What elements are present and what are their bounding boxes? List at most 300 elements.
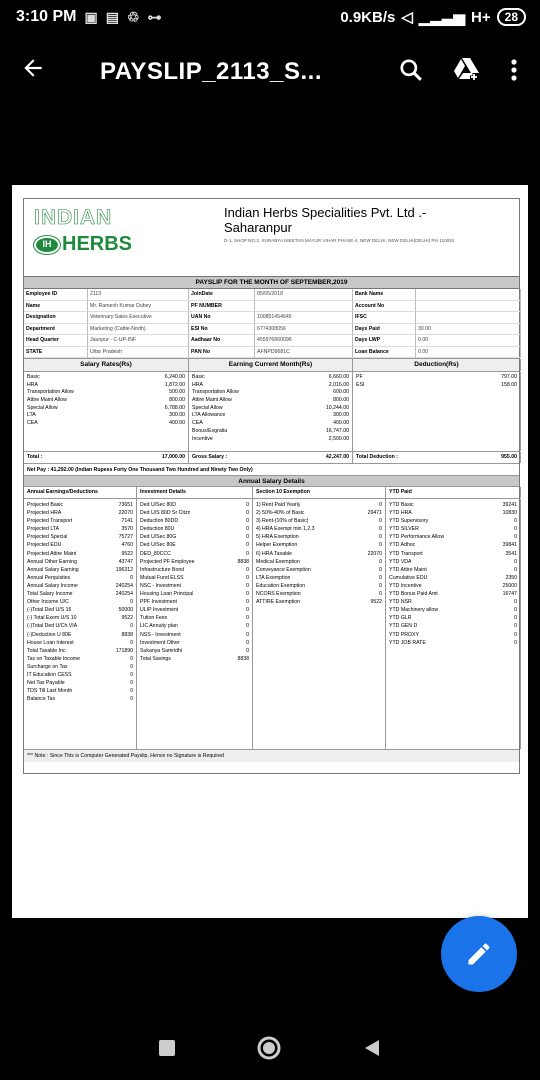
list-row xyxy=(256,509,382,517)
info-label: Name xyxy=(24,301,88,313)
info-value: 455976860096 xyxy=(255,335,353,347)
row-label: Projected EDU xyxy=(27,542,62,549)
totals-row xyxy=(24,452,519,464)
list-row xyxy=(27,631,133,639)
row-label: Projected LTA xyxy=(27,526,60,533)
row-label: Helper Exemption xyxy=(256,542,298,549)
row-label: Annual Salary Earning xyxy=(27,566,79,573)
row-label: Total Taxable Inc xyxy=(27,647,66,654)
row-value: 797.00 xyxy=(501,374,517,380)
exemptions-list xyxy=(253,499,386,749)
info-label: Loan Balance xyxy=(353,347,416,359)
list-row xyxy=(256,574,382,582)
row-label: YTD Machinery allow xyxy=(389,607,439,614)
list-row xyxy=(27,695,133,703)
battery-icon xyxy=(497,8,526,26)
company-info xyxy=(224,205,484,244)
row-value: 0 xyxy=(379,566,382,573)
list-row xyxy=(256,533,382,541)
row-value: 22070 xyxy=(367,550,382,557)
list-row xyxy=(256,566,382,574)
list-row xyxy=(140,614,249,622)
row-label: 3) Rent-(10% of Basic) xyxy=(256,518,309,525)
row-label: HRA xyxy=(27,381,38,388)
list-row xyxy=(192,389,349,397)
list-row xyxy=(27,412,185,420)
row-value: 6,240.00 xyxy=(164,374,185,380)
list-row xyxy=(389,639,517,647)
list-row xyxy=(389,590,517,598)
row-value: 0 xyxy=(246,502,249,508)
row-label: Transportation Allow xyxy=(192,389,239,396)
document-title: PAYSLIP_2113_S... xyxy=(100,58,322,85)
row-label: ESI xyxy=(356,381,365,388)
info-label: Days LWP xyxy=(353,335,416,347)
info-label: UAN No xyxy=(189,312,255,324)
list-row xyxy=(27,558,133,566)
list-row xyxy=(27,550,133,558)
row-label: Total Savings xyxy=(140,655,171,662)
row-label: DED_80CCC xyxy=(140,550,171,557)
row-value: 0 xyxy=(246,615,249,622)
list-row xyxy=(389,541,517,549)
row-value: 0 xyxy=(130,623,133,630)
row-value: 0 xyxy=(246,550,249,557)
row-value: 240254 xyxy=(115,591,133,598)
row-value: 0 xyxy=(379,591,382,598)
info-value: AFNPD9681C xyxy=(255,347,353,359)
gross-value: 42,247.00 xyxy=(325,454,349,460)
network-type: H+ xyxy=(471,8,491,26)
row-value: 0 xyxy=(379,542,382,549)
list-row xyxy=(356,374,517,382)
list-row xyxy=(256,541,382,549)
row-label: CEA xyxy=(192,420,203,427)
row-value: 3570 xyxy=(121,526,133,533)
investments-list xyxy=(137,499,253,749)
row-value: 0 xyxy=(246,566,249,573)
list-row xyxy=(140,517,249,525)
info-label: Department xyxy=(24,324,88,336)
info-label: Aadhaar No xyxy=(189,335,255,347)
info-label: Account No xyxy=(353,301,416,313)
list-row xyxy=(389,501,517,509)
row-label: TDS Till Last Month xyxy=(27,688,73,695)
row-value: 0 xyxy=(514,534,517,541)
row-label: Basic xyxy=(27,374,40,380)
row-label: Annual Salary Income xyxy=(27,582,78,589)
list-row xyxy=(140,509,249,517)
list-row xyxy=(192,420,349,428)
edit-fab[interactable] xyxy=(441,916,517,992)
row-label: (-)Total Ded U/S 16 xyxy=(27,607,72,614)
row-value: 0 xyxy=(514,607,517,614)
list-row xyxy=(389,550,517,558)
list-row xyxy=(27,566,133,574)
list-row xyxy=(256,525,382,533)
gross-label: Gross Salary : xyxy=(192,454,228,460)
row-label: YTD HRA xyxy=(389,510,412,517)
row-value: 171890 xyxy=(115,647,133,654)
row-label: LTA Exemption xyxy=(256,574,291,581)
row-label: Ded U/Sec 80E xyxy=(140,542,176,549)
row-label: Surcharge on Tax xyxy=(27,663,68,670)
list-row xyxy=(140,533,249,541)
row-label: Investment Other xyxy=(140,639,180,646)
list-row xyxy=(27,382,185,390)
list-row xyxy=(27,598,133,606)
list-row xyxy=(27,655,133,663)
row-value: 0 xyxy=(246,518,249,525)
info-value: 0.00 xyxy=(416,347,521,359)
row-value: 0 xyxy=(246,607,249,614)
row-label: NSC - Investment xyxy=(140,582,181,589)
list-row xyxy=(27,509,133,517)
list-row xyxy=(27,639,133,647)
row-label: Special Allow xyxy=(27,404,58,411)
row-label: YTD Incentive xyxy=(389,582,422,589)
row-label: YTD Performance Allow xyxy=(389,534,445,541)
list-row xyxy=(389,598,517,606)
app-bar xyxy=(0,40,540,104)
row-label: House Loan Interest xyxy=(27,639,74,646)
row-value: 0 xyxy=(514,558,517,565)
list-row xyxy=(140,598,249,606)
info-label: Bank Name xyxy=(353,289,416,301)
row-label: LTA Allowance xyxy=(192,412,226,419)
earnings-list xyxy=(189,372,353,451)
row-value: 0 xyxy=(514,599,517,606)
row-value: 0 xyxy=(246,591,249,598)
signal-icon: ▁▂▃▅ xyxy=(418,9,466,26)
list-row xyxy=(27,541,133,549)
list-row xyxy=(27,374,185,382)
list-row xyxy=(27,501,133,509)
list-row xyxy=(140,639,249,647)
row-label: Total Salary Income xyxy=(27,591,73,598)
info-value: Veterinary Sales Executive xyxy=(88,312,189,324)
row-value: 0 xyxy=(246,526,249,533)
info-value xyxy=(416,301,521,313)
ytd-header: YTD Paid xyxy=(386,487,521,498)
list-row xyxy=(356,382,517,390)
company-name: Indian Herbs Specialities Pvt. Ltd .- Saharanpur xyxy=(224,205,427,235)
row-value: 29471 xyxy=(367,510,382,517)
row-value: 0 xyxy=(130,680,133,687)
list-row xyxy=(27,590,133,598)
list-row xyxy=(27,663,133,671)
row-label: YTD VDA xyxy=(389,558,412,565)
row-label: NCORS Exemption xyxy=(256,591,301,598)
annual-earnings-header: Annual Earnings/Deductions xyxy=(24,487,137,498)
recents-square-icon[interactable] xyxy=(158,1039,176,1062)
info-label: IFSC xyxy=(353,312,416,324)
list-row xyxy=(140,622,249,630)
app-notification-icon: ▣ xyxy=(84,8,98,25)
row-value: 43747 xyxy=(118,558,133,565)
row-value: 0 xyxy=(130,639,133,646)
info-value: Uttar Pradesh xyxy=(88,347,189,359)
row-value: 8838 xyxy=(237,558,249,565)
row-label: Incentive xyxy=(192,435,213,442)
row-value: 196312 xyxy=(115,566,133,573)
row-label: Balance Tax xyxy=(27,696,56,703)
list-row xyxy=(27,397,185,405)
list-row xyxy=(140,647,249,655)
list-row xyxy=(389,631,517,639)
payslip-title: PAYSLIP FOR THE MONTH OF SEPTEMBER,2019 xyxy=(24,277,519,289)
info-value: 6774308056 xyxy=(255,324,353,336)
info-label: PF NUMBER xyxy=(189,301,255,313)
info-value: 100851454645 xyxy=(255,312,353,324)
row-value: 0 xyxy=(130,663,133,670)
row-value: 22070 xyxy=(118,510,133,517)
deductions-list xyxy=(353,372,521,451)
row-value: 0 xyxy=(246,510,249,517)
row-label: Special Allow xyxy=(192,404,223,411)
info-label: Days Paid xyxy=(353,324,416,336)
row-value: 800.00 xyxy=(169,397,185,404)
row-value: 300.00 xyxy=(333,412,349,419)
row-value: 50000 xyxy=(118,607,133,614)
row-label: YTD Supervisory xyxy=(389,518,429,525)
row-value: 75727 xyxy=(118,534,133,541)
row-label: YTD Basic xyxy=(389,502,414,508)
list-row xyxy=(27,517,133,525)
row-value: 9522 xyxy=(121,550,133,557)
row-value: 600.00 xyxy=(333,389,349,396)
row-label: LIC Annuity plan xyxy=(140,623,178,630)
list-row xyxy=(389,606,517,614)
row-label: ATTIRE Exemption xyxy=(256,599,301,606)
list-row xyxy=(27,671,133,679)
list-row xyxy=(27,622,133,630)
row-value: 300.00 xyxy=(169,412,185,419)
row-label: Sukanya Samridhi xyxy=(140,647,183,654)
row-label: YTD Bonus Paid Amt xyxy=(389,591,438,598)
list-row xyxy=(192,397,349,405)
row-value: 0 xyxy=(514,615,517,622)
status-bar xyxy=(0,0,540,34)
sync-icon: ♲ xyxy=(126,8,140,25)
row-label: Infrastructure Bond xyxy=(140,566,185,573)
row-value: 158.00 xyxy=(501,381,517,388)
calendar-notification-icon: ▤ xyxy=(105,8,119,25)
annual-details xyxy=(24,499,519,750)
row-value: 0 xyxy=(514,526,517,533)
row-label: HRA xyxy=(192,381,203,388)
row-value: 6,660.00 xyxy=(328,374,349,380)
info-value: 05/05/2018 xyxy=(255,289,353,301)
row-label: YTD JOB RATE xyxy=(389,639,426,646)
row-value: 2,500.00 xyxy=(328,435,349,442)
row-label: 4) HRA Exempt min 1,2,3 xyxy=(256,526,315,533)
row-label: Net Tax Payable xyxy=(27,680,65,687)
info-label: STATE xyxy=(24,347,88,359)
back-triangle-icon[interactable] xyxy=(362,1038,382,1063)
row-label: Projected PF Employee xyxy=(140,558,195,565)
row-label: Ded U/Sec 80D xyxy=(140,502,177,508)
info-value: Mr. Ramesh Kumar Dubey xyxy=(88,301,189,313)
row-value: 0 xyxy=(514,631,517,638)
row-label: Basic xyxy=(192,374,205,380)
row-value: 0 xyxy=(379,534,382,541)
row-value: 9522 xyxy=(370,599,382,606)
row-label: YTD SILVER xyxy=(389,526,419,533)
row-label: NSS - Investment xyxy=(140,631,181,638)
row-label: Projected Basic xyxy=(27,502,64,508)
row-value: 0 xyxy=(246,623,249,630)
annual-headers xyxy=(24,487,519,499)
row-value: 2350 xyxy=(505,574,517,581)
list-row xyxy=(27,687,133,695)
total-deduction-label: Total Deduction : xyxy=(356,454,398,460)
row-label: Tax on Taxable Income xyxy=(27,655,80,662)
list-row xyxy=(27,582,133,590)
row-label: Housing Loan Principal xyxy=(140,591,194,598)
location-icon: ◁ xyxy=(401,9,413,26)
list-row xyxy=(389,533,517,541)
list-row xyxy=(27,405,185,413)
row-value: 39841 xyxy=(502,542,517,549)
info-value xyxy=(416,312,521,324)
row-label: YTD Attire Maint xyxy=(389,566,427,573)
row-label: Mutual Fund ELSS xyxy=(140,574,184,581)
row-value: 16747 xyxy=(502,591,517,598)
info-label: PAN No xyxy=(189,347,255,359)
row-value: 25000 xyxy=(502,582,517,589)
row-value: 4760 xyxy=(121,542,133,549)
info-value: Marketing (Cattle-North) xyxy=(88,324,189,336)
list-row xyxy=(192,405,349,413)
row-value: 0 xyxy=(246,574,249,581)
list-row xyxy=(140,631,249,639)
info-label: ESI No xyxy=(189,324,255,336)
row-value: 0 xyxy=(514,623,517,630)
deduction-header: Deduction(Rs) xyxy=(353,359,521,371)
row-value: 0 xyxy=(130,688,133,695)
list-row xyxy=(256,517,382,525)
row-value: 7141 xyxy=(121,518,133,525)
list-row xyxy=(256,582,382,590)
list-row xyxy=(389,622,517,630)
search-icon[interactable] xyxy=(398,57,424,88)
row-label: Conveyance Exemption xyxy=(256,566,311,573)
row-value: 0 xyxy=(246,582,249,589)
list-row xyxy=(192,374,349,382)
earning-header: Earning Current Month(Rs) xyxy=(189,359,353,371)
annual-earnings-list xyxy=(24,499,137,749)
row-label: 5) HRA Exemption xyxy=(256,534,299,541)
add-to-drive-icon[interactable] xyxy=(452,56,482,89)
row-label: Annual Perquisites xyxy=(27,574,71,581)
info-value: 2113 xyxy=(88,289,189,301)
row-value: 10,244.00 xyxy=(325,404,349,411)
row-label: (-)Total Ded U/Ch VIA xyxy=(27,623,78,630)
list-row xyxy=(140,590,249,598)
row-value: 0 xyxy=(246,534,249,541)
row-value: 0 xyxy=(130,671,133,678)
row-value: 500.00 xyxy=(169,389,185,396)
system-nav-bar xyxy=(0,1020,540,1080)
status-time: 3:10 PM xyxy=(16,8,77,25)
total-label: Total : xyxy=(27,454,43,460)
data-icon: ⊶ xyxy=(147,8,162,25)
info-value: 0.00 xyxy=(416,335,521,347)
row-label: CEA xyxy=(27,420,38,427)
row-value: 400.00 xyxy=(169,420,185,427)
list-row xyxy=(389,566,517,574)
list-row xyxy=(256,590,382,598)
row-value: 0 xyxy=(246,599,249,606)
row-value: 240254 xyxy=(115,582,133,589)
list-row xyxy=(140,501,249,509)
row-value: 0 xyxy=(130,574,133,581)
row-label: Cumulative EDU xyxy=(389,574,428,581)
row-label: Projected HRA xyxy=(27,510,62,517)
back-arrow-icon[interactable] xyxy=(20,55,60,89)
list-row xyxy=(27,420,185,428)
total-deduction-value: 955.00 xyxy=(501,454,517,460)
info-value xyxy=(416,289,521,301)
list-row xyxy=(27,533,133,541)
info-label: JoinDate xyxy=(189,289,255,301)
row-value: 0 xyxy=(379,526,382,533)
list-row xyxy=(192,428,349,436)
pdf-page[interactable] xyxy=(12,185,528,918)
row-value: 2,016.00 xyxy=(328,381,349,388)
row-label: Ded U/S 80D Sr Citzn xyxy=(140,510,191,517)
row-label: IT Education CESS xyxy=(27,671,72,678)
home-circle-icon[interactable] xyxy=(256,1035,282,1066)
list-row xyxy=(27,647,133,655)
row-value: 8838 xyxy=(237,655,249,662)
list-row xyxy=(140,606,249,614)
row-label: (-)Deduction U 80E xyxy=(27,631,72,638)
info-label: Head Quarter xyxy=(24,335,88,347)
row-label: Attire Maint Allow xyxy=(192,397,232,404)
more-vert-icon[interactable] xyxy=(510,58,518,87)
salary-breakdown xyxy=(24,372,519,452)
row-label: Tution Fees xyxy=(140,615,168,622)
list-row xyxy=(140,566,249,574)
row-label: YTD NSR xyxy=(389,599,412,606)
row-value: 73651 xyxy=(118,502,133,508)
info-value: 30.00 xyxy=(416,324,521,336)
row-label: 1) Rent Paid Yearly xyxy=(256,502,301,508)
list-row xyxy=(256,598,382,606)
list-row xyxy=(27,525,133,533)
list-row xyxy=(389,614,517,622)
list-row xyxy=(140,558,249,566)
ytd-list xyxy=(386,499,521,749)
row-value: 1,872.00 xyxy=(164,381,185,388)
row-value: 0 xyxy=(514,566,517,573)
payslip-document xyxy=(23,198,520,774)
row-label: Deduction 80U xyxy=(140,526,175,533)
row-label: ULIP Investment xyxy=(140,607,179,614)
investment-header: Investment Details xyxy=(137,487,253,498)
list-row xyxy=(140,655,249,663)
info-value xyxy=(255,301,353,313)
list-row xyxy=(27,614,133,622)
list-row xyxy=(256,558,382,566)
row-value: 0 xyxy=(130,599,133,606)
info-label: Designation xyxy=(24,312,88,324)
row-value: 9522 xyxy=(121,615,133,622)
battery-level: 28 xyxy=(504,10,518,24)
list-row xyxy=(389,558,517,566)
